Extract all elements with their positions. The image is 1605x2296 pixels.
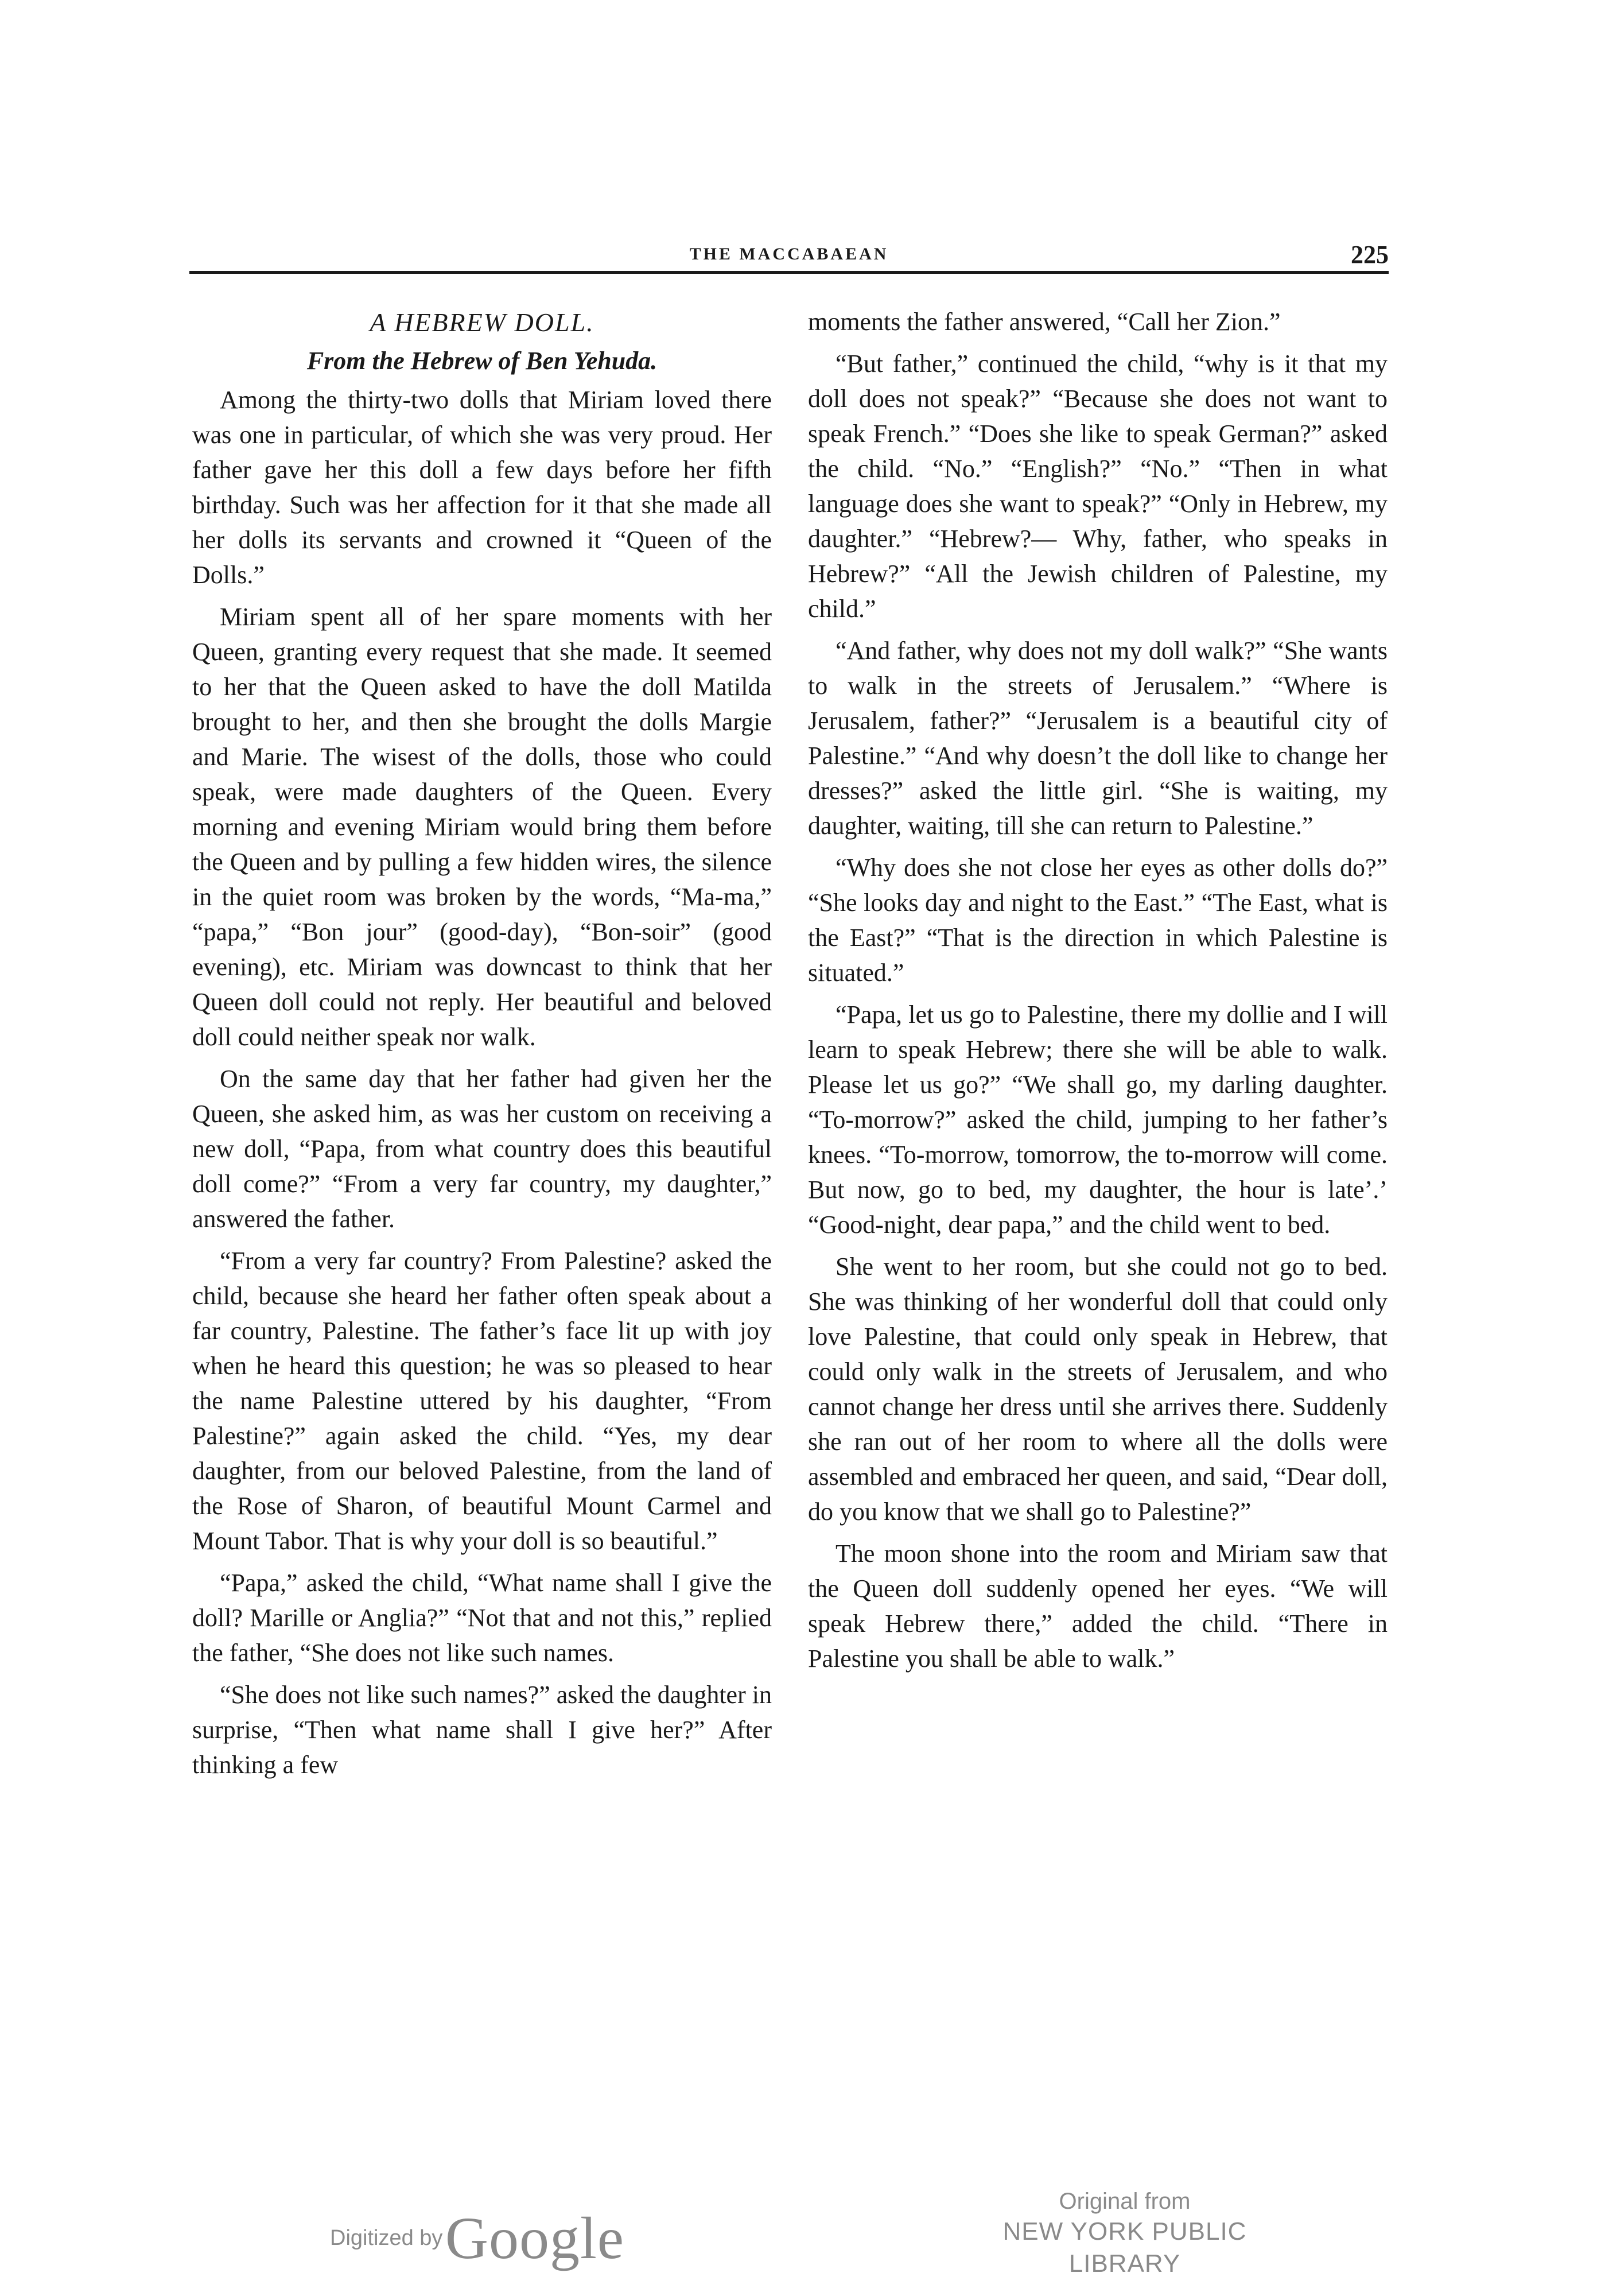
running-head <box>189 240 1389 274</box>
paragraph: “Papa,” asked the child, “What name shall I give the doll? Marille or Anglia?” “Not that and not this,” replied the father, “She does not like such names. <box>192 1569 772 1667</box>
article-title: A HEBREW DOLL. <box>370 308 594 337</box>
paragraph: The moon shone into the room and Miriam saw that the Queen doll suddenly opened her eyes. “We will speak Hebrew there,” added the child. “There in Palestine you shall be able to walk.” <box>808 1539 1388 1673</box>
paragraph: She went to her room, but she could not go to bed. She was thinking of her wonderful doll that could only love Palestine, that could only speak in Hebrew, that could only walk in the streets of Jerusalem, and who cannot change her dress until she arrives there. Suddenly she ran out of her room to where all the dolls were assembled and embraced her queen, and said, “Dear doll, do you know that we shall go to Palestine?” <box>808 1252 1388 1526</box>
paragraph: “She does not like such names?” asked the daughter in surprise, “Then what name shall I give her?” After thinking a few <box>192 1681 772 1779</box>
paragraph: On the same day that her father had given her the Queen, she asked him, as was her custom on receiving a new doll, “Papa, from what country does this beautiful doll come?” “From a very far country, my daughter,” answered the father. <box>192 1065 772 1233</box>
google-logo: Google <box>445 2205 625 2271</box>
page-number: 225 <box>1351 241 1389 269</box>
paragraph: Among the thirty-two dolls that Miriam loved there was one in particular, of which she was very proud. Her father gave her this doll a few days before her fifth birthday. Such was her affection for it that she made all her dolls its servants and crowned it “Queen of the Dolls.” <box>192 386 772 589</box>
paragraph-continued: moments the father answered, “Call her Zion.” <box>808 308 1281 336</box>
paragraph: “Why does she not close her eyes as other dolls do?” “She looks day and night to the East.” “The East, what is the East?” “That is the direction in which Palestine is situated.” <box>808 854 1388 987</box>
original-from-label: Original from <box>1059 2189 1191 2214</box>
header-rule <box>189 271 1389 274</box>
paragraph: Miriam spent all of her spare moments with her Queen, granting every request that she made. It seemed to her that the Queen asked to have the doll Matilda brought to her, and then she brought the dolls Margie and Marie. The wisest of the dolls, those who could speak, were made daughters of the Queen. Every morning and evening Miriam would bring them before the Queen and by pulling a few hidden wires, the silence in the quiet room was broken by the words, “Ma-ma,” “papa,” “Bon jour” (good-day), “Bon-soir” (good evening), etc. Miriam was downcast to think that her Queen doll could not reply. Her beautiful and beloved doll could neither speak nor walk. <box>192 603 772 1051</box>
source-credit <box>947 2187 1303 2280</box>
article-subtitle: From the Hebrew of Ben Yehuda. <box>306 347 658 375</box>
digitization-credit <box>330 2204 624 2272</box>
paragraph: “And father, why does not my doll walk?” “She wants to walk in the streets of Jerusalem.” “Where is Jerusalem, father?” “Jerusalem is a beautiful city of Palestine.” “And why doesn’t the doll like to change her dresses?” asked the little girl. “She is waiting, my daughter, waiting, till she can return to Palestine.” <box>808 637 1388 840</box>
paragraph: “Papa, let us go to Palestine, there my dollie and I will learn to speak Hebrew; there she will be able to walk. Please let us go?” “We shall go, my darling daughter. “To-morrow?” asked the child, jumping to her father’s knees. “To-morrow, tomorrow, the to-morrow will come. But now, go to bed, my daughter, the hour is late’.’ “Good-night, dear papa,” and the child went to bed. <box>808 1000 1388 1239</box>
left-column <box>192 304 772 1782</box>
paragraph: “From a very far country? From Palestine? asked the child, because she heard her father often speak about a far country, Palestine. The father’s face lit up with joy when he heard this question; he was so pleased to hear the name Palestine uttered by his daughter, “From Palestine?” again asked the child. “Yes, my dear daughter, from our beloved Palestine, from the land of the Rose of Sharon, of beautiful Mount Carmel and Mount Tabor. That is why your doll is so beautiful.” <box>192 1247 772 1555</box>
right-column <box>808 304 1388 1676</box>
paragraph: “But father,” continued the child, “why is it that my doll does not speak?” “Because she does not want to speak French.” “Does she like to speak German?” asked the child. “No.” “English?” “No.” “Then in what language does she want to speak?” “Only in Hebrew, my daughter.” “Hebrew?— Why, father, who speaks in Hebrew?” “All the Jewish children of Palestine, my child.” <box>808 350 1388 623</box>
digitized-by-label: Digitized by <box>330 2226 443 2250</box>
journal-name: THE MACCABAEAN <box>689 245 889 263</box>
library-name: NEW YORK PUBLIC LIBRARY <box>1002 2217 1247 2278</box>
